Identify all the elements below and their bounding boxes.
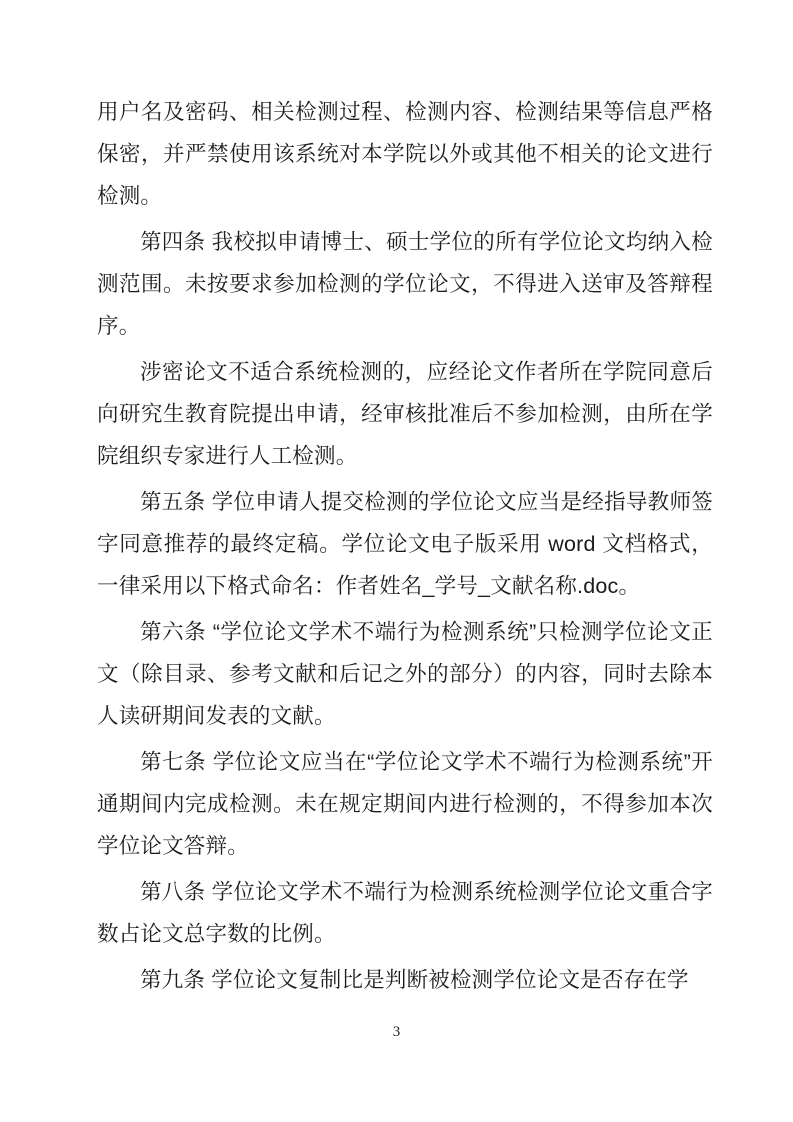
document-body — [97, 91, 713, 1005]
paragraph-continuation: 用户名及密码、相关检测过程、检测内容、检测结果等信息严格保密，并严禁使用该系统对本学院以外或其他不相关的论文进行检测。 — [97, 100, 713, 208]
paragraph-article-6: 第六条 “学位论文学术不端行为检测系统”只检测学位论文正文（除目录、参考文献和后记之外的部分）的内容，同时去除本人读研期间发表的文献。 — [97, 620, 713, 728]
page-number: 3 — [392, 1024, 401, 1040]
paragraph-article-8: 第八条 学位论文学术不端行为检测系统检测学位论文重合字数占论文总字数的比例。 — [97, 880, 713, 946]
paragraph-article-5: 第五条 学位申请人提交检测的学位论文应当是经指导教师签字同意推荐的最终定稿。学位论文电子版采用 word 文档格式，一律采用以下格式命名：作者姓名_学号_文献名称.doc。 — [97, 490, 713, 598]
paragraph-article-7: 第七条 学位论文应当在“学位论文学术不端行为检测系统”开通期间内完成检测。未在规定期间内进行检测的，不得参加本次学位论文答辩。 — [97, 750, 713, 858]
paragraph-classified-thesis: 涉密论文不适合系统检测的，应经论文作者所在学院同意后向研究生教育院提出申请，经审核批准后不参加检测，由所在学院组织专家进行人工检测。 — [97, 360, 713, 468]
paragraph-article-4: 第四条 我校拟申请博士、硕士学位的所有学位论文均纳入检测范围。未按要求参加检测的学位论文，不得进入送审及答辩程序。 — [97, 230, 713, 338]
paragraph-article-9: 第九条 学位论文复制比是判断被检测学位论文是否存在学 — [140, 968, 689, 992]
